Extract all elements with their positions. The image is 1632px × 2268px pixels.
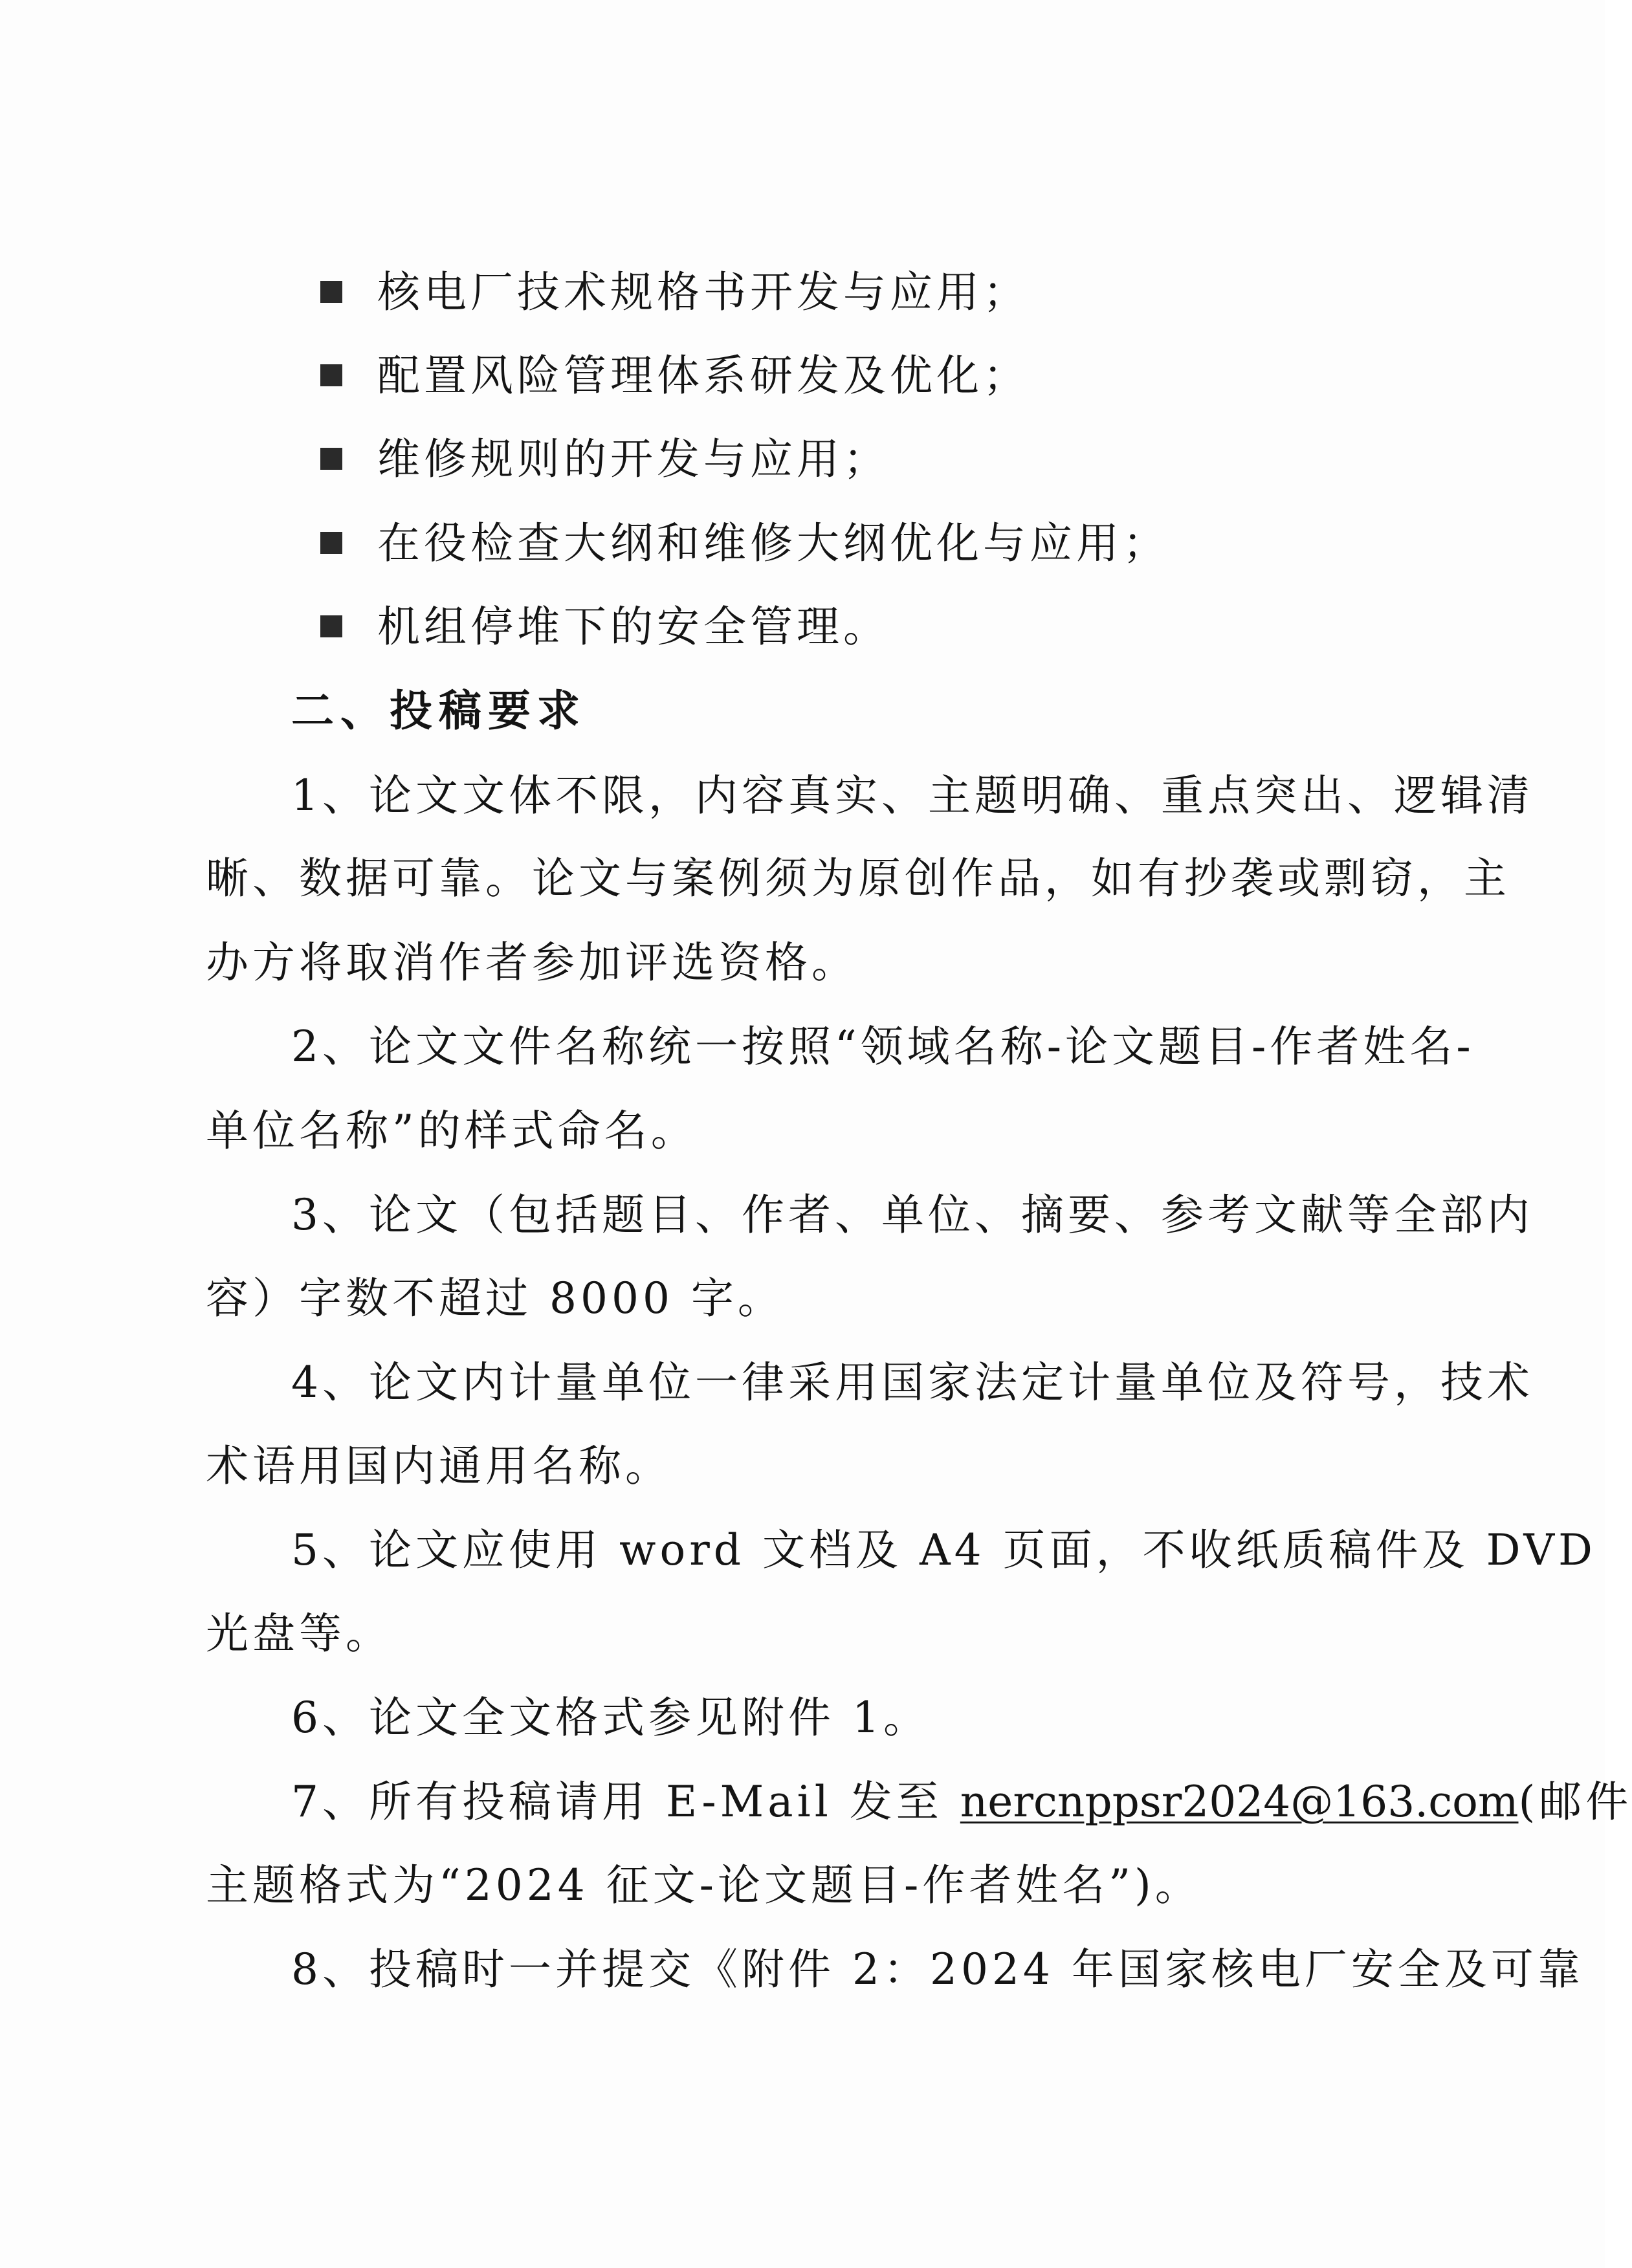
paragraph-line: 主题格式为“2024 征文-论文题目-作者姓名”)。 [206, 1860, 1202, 1910]
bullet-item [320, 267, 1030, 318]
square-bullet-icon [320, 281, 342, 303]
square-bullet-icon [320, 364, 342, 386]
square-bullet-icon [320, 448, 342, 470]
paragraph-line [291, 1776, 1632, 1828]
bullet-item [320, 350, 1030, 402]
paragraph-line: 晰、数据可靠。论文与案例须为原创作品，如有抄袭或剽窃，主 [206, 853, 1510, 903]
email-link[interactable]: nercnppsr2024@163.com [960, 1777, 1519, 1827]
square-bullet-icon [320, 532, 342, 554]
bullet-text: 机组停堆下的安全管理。 [377, 602, 890, 652]
paragraph-text: 7、所有投稿请用 E-Mail 发至 [291, 1777, 960, 1827]
paragraph-line: 办方将取消作者参加评选资格。 [206, 938, 858, 987]
paragraph-line: 单位名称”的样式命名。 [206, 1106, 698, 1156]
paragraph-line: 6、论文全文格式参见附件 1。 [291, 1693, 930, 1743]
bullet-item [320, 601, 890, 653]
paragraph-line: 光盘等。 [206, 1609, 392, 1658]
paragraph-line: 4、论文内计量单位一律采用国家法定计量单位及符号，技术 [291, 1358, 1534, 1407]
bullet-text: 核电厂技术规格书开发与应用； [377, 267, 1030, 317]
paragraph-line: 8、投稿时一并提交《附件 2：2024 年国家核电厂安全及可靠 [291, 1944, 1584, 1994]
paragraph-line: 容）字数不超过 8000 字。 [206, 1273, 784, 1323]
bullet-item [320, 518, 1169, 569]
paragraph-line: 5、论文应使用 word 文档及 A4 页面，不收纸质稿件及 DVD [291, 1525, 1596, 1575]
paragraph-line: 1、论文文体不限，内容真实、主题明确、重点突出、逻辑清 [291, 771, 1534, 820]
bullet-text: 维修规则的开发与应用； [377, 434, 890, 484]
bullet-text: 配置风险管理体系研发及优化； [377, 351, 1030, 401]
paragraph-line: 2、论文文件名称统一按照“领域名称-论文题目-作者姓名- [291, 1022, 1475, 1072]
bullet-item [320, 434, 890, 485]
square-bullet-icon [320, 615, 342, 637]
bullet-text: 在役检查大纲和维修大纲优化与应用； [377, 518, 1169, 568]
paragraph-line: 3、论文（包括题目、作者、单位、摘要、参考文献等全部内 [291, 1190, 1534, 1240]
paragraph-text: (邮件 [1518, 1777, 1632, 1827]
paragraph-line: 术语用国内通用名称。 [206, 1441, 672, 1491]
section-heading: 二、投稿要求 [291, 685, 586, 736]
